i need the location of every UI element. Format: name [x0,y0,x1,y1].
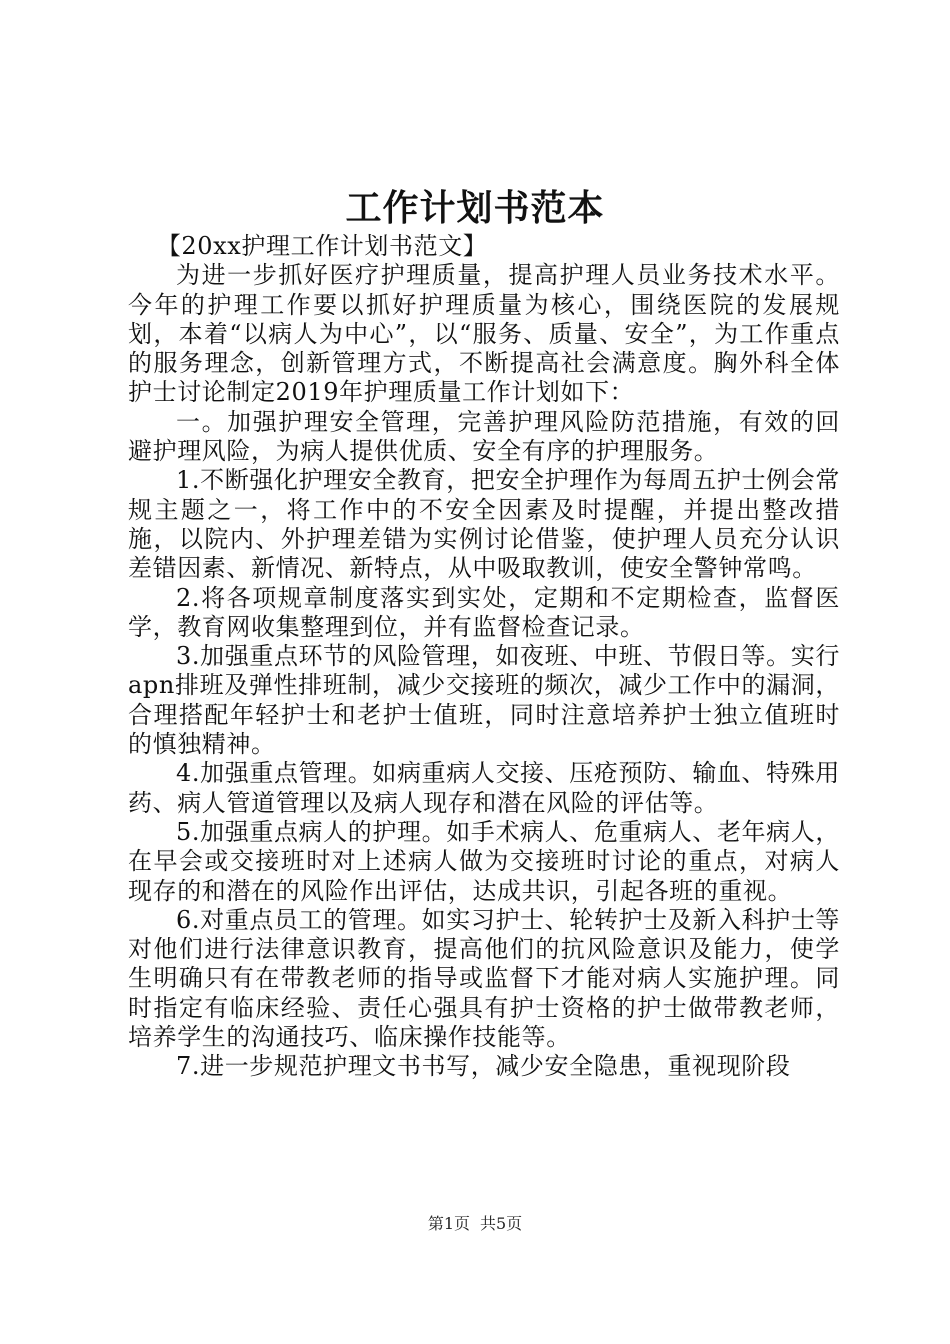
paragraph-item-1: 1.不断强化护理安全教育，把安全护理作为每周五护士例会常规主题之一，将工作中的不安全因素及时提醒，并提出整改措施，以院内、外护理差错为实例讨论借鉴，使护理人员充分认识差错因素、新情况、新特点，从中吸取教训，使安全警钟常鸣。 [128,466,840,583]
section-heading: 【20xx护理工作计划书范文】 [156,232,488,260]
document-body [128,232,840,1082]
page-total: 共5页 [480,1214,523,1233]
paragraph-item-2: 2.将各项规章制度落实到实处，定期和不定期检查，监督医学，教育网收集整理到位，并有监督检查记录。 [128,583,840,641]
paragraph-item-5: 5.加强重点病人的护理。如手术病人、危重病人、老年病人，在早会或交接班时对上述病人做为交接班时讨论的重点，对病人现存的和潜在的风险作出评估，达成共识，引起各班的重视。 [128,817,840,905]
paragraph-section-one: 一。加强护理安全管理，完善护理风险防范措施，有效的回避护理风险，为病人提供优质、安全有序的护理服务。 [128,407,840,466]
page-number: 第1页 [427,1214,470,1233]
paragraph-intro: 为进一步抓好医疗护理质量，提高护理人员业务技术水平。今年的护理工作要以抓好护理质量为核心，围绕医院的发展规划，本着“以病人为中心”，以“服务、质量、安全”，为工作重点的服务理念，创新管理方式，不断提高社会满意度。胸外科全体护士讨论制定2019年护理质量工作计划如下： [128,261,840,407]
paragraph-item-6: 6.对重点员工的管理。如实习护士、轮转护士及新入科护士等对他们进行法律意识教育，提高他们的抗风险意识及能力，使学生明确只有在带教老师的指导或监督下才能对病人实施护理。同时指定有临床经验、责任心强具有护士资格的护士做带教老师，培养学生的沟通技巧、临床操作技能等。 [128,905,840,1052]
paragraph-item-7: 7.进一步规范护理文书书写，减少安全隐患，重视现阶段 [176,1052,791,1081]
paragraph-item-3: 3.加强重点环节的风险管理，如夜班、中班、节假日等。实行apn排班及弹性排班制，减少交接班的频次，减少工作中的漏洞，合理搭配年轻护士和老护士值班，同时注意培养护士独立值班时的慎独精神。 [128,642,840,759]
document-title: 工作计划书范本 [345,187,605,229]
page-footer [0,1213,950,1235]
paragraph-item-4: 4.加强重点管理。如病重病人交接、压疮预防、输血、特殊用药、病人管道管理以及病人现存和潜在风险的评估等。 [128,759,840,817]
